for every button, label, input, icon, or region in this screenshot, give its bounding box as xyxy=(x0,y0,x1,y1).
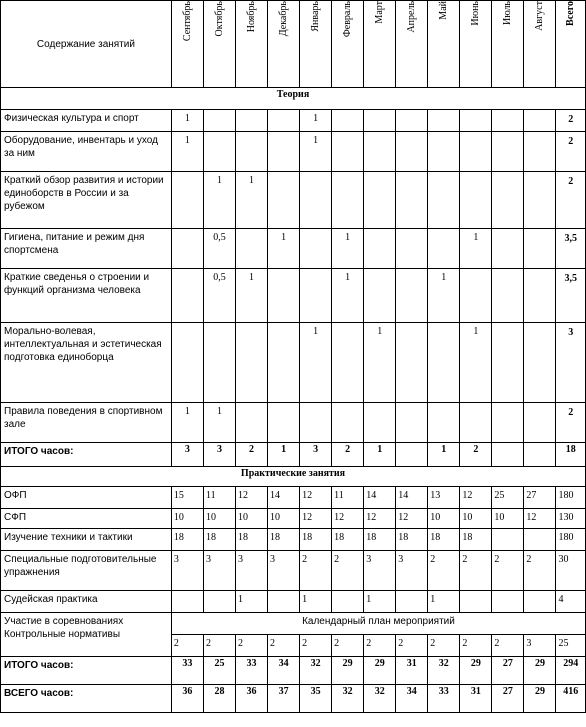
cell-Декабрь: 10 xyxy=(268,509,300,529)
calendar-label: Календарный план мероприятий xyxy=(171,613,585,635)
competitions-line2: Контрольные нормативы xyxy=(4,629,121,640)
cell-Июль: 10 xyxy=(492,509,524,529)
row-total: 2 xyxy=(556,132,586,172)
cell-Июль: 2 xyxy=(492,635,524,657)
cell-Октябрь: 0,5 xyxy=(203,269,235,323)
cell-Март xyxy=(364,110,396,132)
row-total: 2 xyxy=(556,172,586,229)
theory-row xyxy=(1,403,586,443)
cell-Апрель xyxy=(396,323,428,403)
cell-Сентябрь xyxy=(171,591,203,613)
cell-Февраль: 12 xyxy=(332,509,364,529)
row-total: 294 xyxy=(556,657,586,685)
cell-Сентябрь: 36 xyxy=(171,685,203,713)
cell-Ноябрь: 1 xyxy=(236,269,268,323)
cell-Ноябрь: 1 xyxy=(236,591,268,613)
cell-Июль xyxy=(492,269,524,323)
theory-section-title: Теория xyxy=(1,88,586,110)
cell-Июль xyxy=(492,443,524,467)
cell-Сентябрь: 1 xyxy=(171,403,203,443)
month-label: Октябрь xyxy=(213,1,225,37)
cell-Июнь: 1 xyxy=(460,323,492,403)
cell-Сентябрь xyxy=(171,269,203,323)
month-header-7 xyxy=(364,1,396,88)
content-header: Содержание занятий xyxy=(1,1,172,88)
cell-Февраль: 2 xyxy=(332,551,364,591)
cell-Декабрь xyxy=(268,591,300,613)
cell-Июнь xyxy=(460,172,492,229)
cell-Декабрь: 2 xyxy=(268,635,300,657)
cell-Ноябрь: 10 xyxy=(236,509,268,529)
total-label: Всего xyxy=(565,1,577,26)
month-label: Август xyxy=(534,1,546,31)
row-label: Изучение техники и тактики xyxy=(1,529,172,551)
theory-row xyxy=(1,132,586,172)
cell-Ноябрь: 12 xyxy=(236,487,268,509)
cell-Октябрь: 3 xyxy=(203,551,235,591)
theory-row xyxy=(1,269,586,323)
cell-Декабрь xyxy=(268,172,300,229)
grand-total-row xyxy=(1,685,586,713)
month-header-5 xyxy=(300,1,332,88)
cell-Март: 32 xyxy=(364,685,396,713)
cell-Октябрь: 1 xyxy=(203,172,235,229)
month-label: Март xyxy=(374,1,386,24)
row-total: 30 xyxy=(556,551,586,591)
cell-Июль xyxy=(492,529,524,551)
cell-Ноябрь: 2 xyxy=(236,635,268,657)
cell-Июль: 25 xyxy=(492,487,524,509)
competitions-line1: Участие в соревнованиях xyxy=(4,616,124,627)
practice-section-title: Практические занятия xyxy=(1,467,586,487)
cell-Август xyxy=(524,132,556,172)
month-label: Февраль xyxy=(342,1,354,38)
cell-Август xyxy=(524,591,556,613)
row-label: Морально-волевая, интеллектуальная и эстетическая подготовка единоборца xyxy=(1,323,172,403)
cell-Май: 2 xyxy=(428,551,460,591)
cell-Март: 3 xyxy=(364,551,396,591)
cell-Январь xyxy=(300,172,332,229)
row-label: Специальные подготовительные упражнения xyxy=(1,551,172,591)
cell-Октябрь: 28 xyxy=(203,685,235,713)
cell-Февраль: 29 xyxy=(332,657,364,685)
cell-Ноябрь xyxy=(236,110,268,132)
theory-total-row xyxy=(1,443,586,467)
cell-Октябрь: 25 xyxy=(203,657,235,685)
cell-Январь: 1 xyxy=(300,132,332,172)
header-row xyxy=(1,1,586,88)
row-label: Правила поведения в спортивном зале xyxy=(1,403,172,443)
cell-Январь: 1 xyxy=(300,323,332,403)
cell-Март: 12 xyxy=(364,509,396,529)
cell-Март xyxy=(364,172,396,229)
cell-Февраль: 2 xyxy=(332,443,364,467)
theory-row xyxy=(1,172,586,229)
cell-Ноябрь xyxy=(236,403,268,443)
cell-Май xyxy=(428,172,460,229)
cell-Октябрь xyxy=(203,110,235,132)
cell-Декабрь: 34 xyxy=(268,657,300,685)
row-label: Оборудование, инвентарь и уход за ним xyxy=(1,132,172,172)
cell-Апрель xyxy=(396,110,428,132)
cell-Апрель xyxy=(396,269,428,323)
cell-Апрель xyxy=(396,443,428,467)
cell-Ноябрь: 18 xyxy=(236,529,268,551)
cell-Октябрь: 3 xyxy=(203,443,235,467)
cell-Февраль xyxy=(332,132,364,172)
cell-Август xyxy=(524,269,556,323)
cell-Февраль: 2 xyxy=(332,635,364,657)
cell-Сентябрь: 2 xyxy=(171,635,203,657)
cell-Июнь: 10 xyxy=(460,509,492,529)
cell-Сентябрь: 3 xyxy=(171,551,203,591)
cell-Март xyxy=(364,269,396,323)
cell-Июнь: 31 xyxy=(460,685,492,713)
cell-Октябрь xyxy=(203,323,235,403)
month-label: Июль xyxy=(502,1,514,25)
cell-Июнь: 18 xyxy=(460,529,492,551)
cell-Август: 29 xyxy=(524,657,556,685)
month-header-9 xyxy=(428,1,460,88)
cell-Декабрь: 3 xyxy=(268,551,300,591)
cell-Декабрь: 1 xyxy=(268,443,300,467)
cell-Май xyxy=(428,132,460,172)
cell-Июль xyxy=(492,323,524,403)
cell-Май xyxy=(428,110,460,132)
cell-Март: 1 xyxy=(364,443,396,467)
cell-Июнь: 2 xyxy=(460,443,492,467)
cell-Август xyxy=(524,529,556,551)
cell-Июль xyxy=(492,110,524,132)
cell-Август: 27 xyxy=(524,487,556,509)
cell-Июнь xyxy=(460,403,492,443)
cell-Октябрь xyxy=(203,591,235,613)
cell-Октябрь: 0,5 xyxy=(203,229,235,269)
row-total: 3,5 xyxy=(556,229,586,269)
cell-Март: 2 xyxy=(364,635,396,657)
cell-Август xyxy=(524,172,556,229)
cell-Февраль xyxy=(332,591,364,613)
cell-Август xyxy=(524,229,556,269)
cell-Январь: 12 xyxy=(300,487,332,509)
cell-Ноябрь: 1 xyxy=(236,172,268,229)
cell-Апрель xyxy=(396,403,428,443)
cell-Декабрь xyxy=(268,323,300,403)
cell-Июль xyxy=(492,229,524,269)
practice-row xyxy=(1,551,586,591)
cell-Октябрь: 11 xyxy=(203,487,235,509)
cell-Апрель xyxy=(396,591,428,613)
cell-Апрель: 12 xyxy=(396,509,428,529)
cell-Апрель xyxy=(396,229,428,269)
theory-section xyxy=(1,88,586,110)
cell-Январь: 1 xyxy=(300,591,332,613)
cell-Февраль: 32 xyxy=(332,685,364,713)
cell-Август xyxy=(524,323,556,403)
cell-Январь: 12 xyxy=(300,509,332,529)
cell-Март: 18 xyxy=(364,529,396,551)
cell-Октябрь: 1 xyxy=(203,403,235,443)
row-label: Судейская практика xyxy=(1,591,172,613)
cell-Январь: 35 xyxy=(300,685,332,713)
cell-Август: 2 xyxy=(524,551,556,591)
cell-Апрель: 18 xyxy=(396,529,428,551)
cell-Июль xyxy=(492,403,524,443)
cell-Февраль: 11 xyxy=(332,487,364,509)
cell-Июль: 27 xyxy=(492,685,524,713)
row-total: 4 xyxy=(556,591,586,613)
cell-Май: 1 xyxy=(428,269,460,323)
cell-Сентябрь: 10 xyxy=(171,509,203,529)
cell-Февраль xyxy=(332,323,364,403)
cell-Сентябрь xyxy=(171,172,203,229)
cell-Декабрь: 1 xyxy=(268,229,300,269)
cell-Май xyxy=(428,403,460,443)
cell-Декабрь xyxy=(268,269,300,323)
month-header-1 xyxy=(171,1,203,88)
cell-Февраль: 1 xyxy=(332,269,364,323)
row-label: Физическая культура и спорт xyxy=(1,110,172,132)
practice-row xyxy=(1,487,586,509)
theory-row xyxy=(1,110,586,132)
cell-Октябрь: 18 xyxy=(203,529,235,551)
cell-Декабрь xyxy=(268,403,300,443)
row-total: 180 xyxy=(556,529,586,551)
cell-Август: 3 xyxy=(524,635,556,657)
month-label: Сентябрь xyxy=(181,1,193,42)
cell-Апрель: 34 xyxy=(396,685,428,713)
month-label: Ноябрь xyxy=(246,1,258,33)
cell-Июнь xyxy=(460,269,492,323)
row-label: ИТОГО часов: xyxy=(1,443,172,467)
row-total: 130 xyxy=(556,509,586,529)
month-header-12 xyxy=(524,1,556,88)
cell-Февраль: 1 xyxy=(332,229,364,269)
cell-Ноябрь: 3 xyxy=(236,551,268,591)
practice-section xyxy=(1,467,586,487)
row-total: 2 xyxy=(556,403,586,443)
cell-Июль xyxy=(492,132,524,172)
cell-Март: 1 xyxy=(364,591,396,613)
cell-Май: 13 xyxy=(428,487,460,509)
cell-Апрель: 14 xyxy=(396,487,428,509)
cell-Май: 1 xyxy=(428,591,460,613)
cell-Март xyxy=(364,229,396,269)
cell-Декабрь: 18 xyxy=(268,529,300,551)
month-header-6 xyxy=(332,1,364,88)
cell-Октябрь: 10 xyxy=(203,509,235,529)
cell-Декабрь: 37 xyxy=(268,685,300,713)
cell-Март xyxy=(364,132,396,172)
cell-Ноябрь xyxy=(236,132,268,172)
cell-Май: 33 xyxy=(428,685,460,713)
cell-Сентябрь xyxy=(171,323,203,403)
cell-Июнь: 12 xyxy=(460,487,492,509)
cell-Июнь xyxy=(460,591,492,613)
total-header xyxy=(556,1,586,88)
cell-Январь: 2 xyxy=(300,551,332,591)
row-label: Гигиена, питание и режим дня спортсмена xyxy=(1,229,172,269)
row-total: 180 xyxy=(556,487,586,509)
cell-Март: 1 xyxy=(364,323,396,403)
cell-Январь xyxy=(300,269,332,323)
cell-Январь: 18 xyxy=(300,529,332,551)
practice-row xyxy=(1,509,586,529)
cell-Декабрь xyxy=(268,132,300,172)
cell-Сентябрь: 1 xyxy=(171,132,203,172)
cell-Июнь xyxy=(460,132,492,172)
cell-Июнь xyxy=(460,110,492,132)
cell-Апрель: 3 xyxy=(396,551,428,591)
practice-total-row xyxy=(1,657,586,685)
cell-Сентябрь: 1 xyxy=(171,110,203,132)
cell-Июль: 2 xyxy=(492,551,524,591)
practice-row xyxy=(1,529,586,551)
row-total: 416 xyxy=(556,685,586,713)
cell-Декабрь: 14 xyxy=(268,487,300,509)
table-body xyxy=(1,1,586,713)
month-header-10 xyxy=(460,1,492,88)
row-total: 18 xyxy=(556,443,586,467)
cell-Ноябрь: 33 xyxy=(236,657,268,685)
cell-Сентябрь: 15 xyxy=(171,487,203,509)
cell-Март: 29 xyxy=(364,657,396,685)
month-label: Май xyxy=(438,1,450,20)
cell-Июнь: 2 xyxy=(460,635,492,657)
cell-Февраль: 18 xyxy=(332,529,364,551)
month-label: Апрель xyxy=(406,1,418,33)
cell-Август xyxy=(524,443,556,467)
cell-Февраль xyxy=(332,403,364,443)
row-total: 25 xyxy=(556,635,586,657)
row-label: ВСЕГО часов: xyxy=(1,685,172,713)
cell-Январь: 3 xyxy=(300,443,332,467)
row-label: СФП xyxy=(1,509,172,529)
cell-Январь: 2 xyxy=(300,635,332,657)
cell-Октябрь: 2 xyxy=(203,635,235,657)
month-header-3 xyxy=(236,1,268,88)
cell-Май: 32 xyxy=(428,657,460,685)
cell-Ноябрь: 36 xyxy=(236,685,268,713)
month-header-8 xyxy=(396,1,428,88)
row-label: ОФП xyxy=(1,487,172,509)
cell-Ноябрь xyxy=(236,323,268,403)
cell-Май xyxy=(428,323,460,403)
cell-Декабрь xyxy=(268,110,300,132)
month-header-11 xyxy=(492,1,524,88)
cell-Апрель: 2 xyxy=(396,635,428,657)
month-label: Январь xyxy=(310,1,322,32)
row-label: ИТОГО часов: xyxy=(1,657,172,685)
cell-Сентябрь: 3 xyxy=(171,443,203,467)
cell-Май xyxy=(428,229,460,269)
cell-Февраль xyxy=(332,172,364,229)
cell-Ноябрь xyxy=(236,229,268,269)
cell-Май: 2 xyxy=(428,635,460,657)
month-header-2 xyxy=(203,1,235,88)
cell-Январь xyxy=(300,229,332,269)
cell-Июль xyxy=(492,591,524,613)
cell-Август: 12 xyxy=(524,509,556,529)
cell-Январь xyxy=(300,403,332,443)
cell-Январь: 1 xyxy=(300,110,332,132)
cell-Апрель xyxy=(396,132,428,172)
cell-Май: 18 xyxy=(428,529,460,551)
month-label: Июнь xyxy=(470,1,482,26)
cell-Март xyxy=(364,403,396,443)
row-total: 2 xyxy=(556,110,586,132)
cell-Май: 10 xyxy=(428,509,460,529)
cell-Июнь: 2 xyxy=(460,551,492,591)
cell-Октябрь xyxy=(203,132,235,172)
cell-Август: 29 xyxy=(524,685,556,713)
cell-Июнь: 1 xyxy=(460,229,492,269)
cell-Июль xyxy=(492,172,524,229)
cell-Январь: 32 xyxy=(300,657,332,685)
cell-Март: 14 xyxy=(364,487,396,509)
cell-Сентябрь xyxy=(171,229,203,269)
cell-Сентябрь: 18 xyxy=(171,529,203,551)
cell-Август xyxy=(524,110,556,132)
month-header-4 xyxy=(268,1,300,88)
row-total: 3,5 xyxy=(556,269,586,323)
competitions-label xyxy=(1,613,172,657)
row-label: Краткие сведенья о строении и функций организма человека xyxy=(1,269,172,323)
competitions-row xyxy=(1,613,586,635)
cell-Сентябрь: 33 xyxy=(171,657,203,685)
cell-Июль: 27 xyxy=(492,657,524,685)
cell-Ноябрь: 2 xyxy=(236,443,268,467)
cell-Апрель: 31 xyxy=(396,657,428,685)
row-total: 3 xyxy=(556,323,586,403)
row-label: Краткий обзор развития и истории единоборств в России и за рубежом xyxy=(1,172,172,229)
practice-row xyxy=(1,591,586,613)
month-label: Декабрь xyxy=(278,1,290,37)
cell-Апрель xyxy=(396,172,428,229)
cell-Февраль xyxy=(332,110,364,132)
cell-Май: 1 xyxy=(428,443,460,467)
theory-row xyxy=(1,229,586,269)
theory-row xyxy=(1,323,586,403)
cell-Июнь: 29 xyxy=(460,657,492,685)
cell-Август xyxy=(524,403,556,443)
